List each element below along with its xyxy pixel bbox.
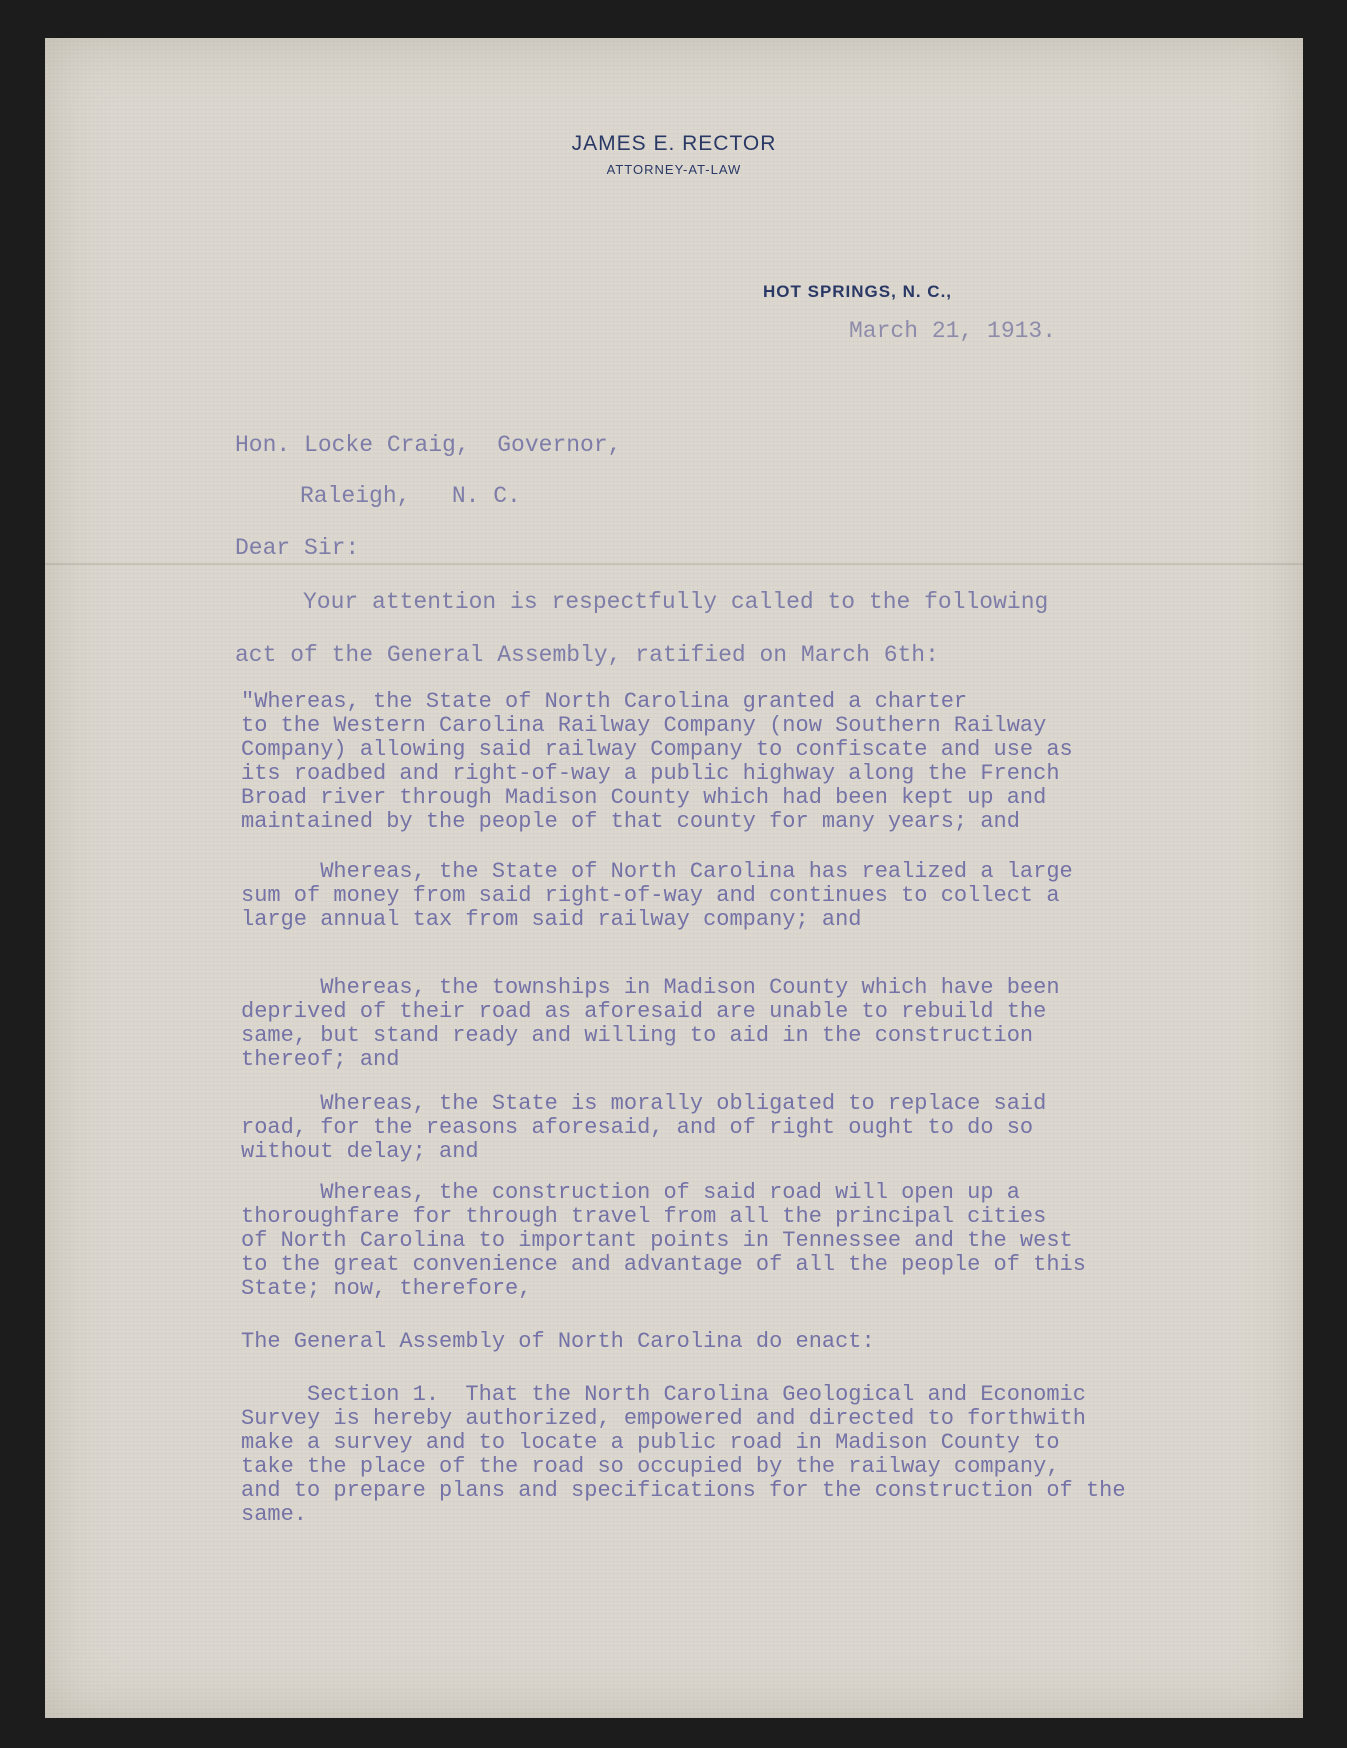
text-line: large annual tax from said railway company; and bbox=[241, 907, 862, 932]
enacting-clause bbox=[241, 1330, 875, 1354]
text-line: same, but stand ready and willing to aid in the construction bbox=[241, 1023, 1034, 1048]
text-line: "Whereas, the State of North Carolina granted a charter bbox=[241, 689, 968, 714]
text-line: Whereas, the construction of said road will open up a bbox=[241, 1180, 1020, 1205]
paper-fold-line bbox=[45, 563, 1303, 565]
act-paragraph-2 bbox=[241, 860, 1073, 932]
text-line: thereof; and bbox=[241, 1047, 400, 1072]
text-line: Survey is hereby authorized, empowered and directed to forthwith bbox=[241, 1406, 1086, 1431]
text-line: deprived of their road as aforesaid are unable to rebuild the bbox=[241, 999, 1047, 1024]
act-paragraph-5 bbox=[241, 1181, 1086, 1301]
text-line: Section 1. That the North Carolina Geological and Economic bbox=[241, 1382, 1086, 1407]
text-line: State; now, therefore, bbox=[241, 1276, 532, 1301]
text-line: Whereas, the townships in Madison County which have been bbox=[241, 975, 1060, 1000]
act-paragraph-3 bbox=[241, 976, 1060, 1072]
text-line: and to prepare plans and specifications for the construction of the bbox=[241, 1478, 1126, 1503]
recipient-line-2: Raleigh, N. C. bbox=[300, 483, 521, 509]
act-paragraph-4 bbox=[241, 1092, 1046, 1164]
letterhead-name: JAMES E. RECTOR bbox=[571, 132, 777, 155]
letter-date: March 21, 1913. bbox=[849, 318, 1057, 344]
text-line: to the Western Carolina Railway Company (now Southern Railway bbox=[241, 713, 1047, 738]
letterhead-place: HOT SPRINGS, N. C., bbox=[763, 282, 953, 301]
text-line: same. bbox=[241, 1502, 308, 1527]
act-section-1 bbox=[241, 1383, 1126, 1527]
salutation: Dear Sir: bbox=[235, 535, 360, 561]
intro-line-1: Your attention is respectfully called to the following bbox=[303, 589, 1049, 615]
text-line: The General Assembly of North Carolina do enact: bbox=[241, 1329, 875, 1354]
intro-line-2: act of the General Assembly, ratified on March 6th: bbox=[235, 642, 939, 668]
text-line: thoroughfare for through travel from all the principal cities bbox=[241, 1204, 1047, 1229]
text-line: without delay; and bbox=[241, 1139, 479, 1164]
text-line: Broad river through Madison County which had been kept up and bbox=[241, 785, 1047, 810]
text-line: road, for the reasons aforesaid, and of right ought to do so bbox=[241, 1115, 1034, 1140]
text-line: take the place of the road so occupied by the railway company, bbox=[241, 1454, 1060, 1479]
letterhead-title: ATTORNEY-AT-LAW bbox=[606, 162, 742, 177]
text-line: maintained by the people of that county for many years; and bbox=[241, 809, 1020, 834]
recipient-line-1: Hon. Locke Craig, Governor, bbox=[235, 432, 622, 458]
act-paragraph-1 bbox=[241, 690, 1073, 834]
text-line: of North Carolina to important points in Tennessee and the west bbox=[241, 1228, 1073, 1253]
text-line: Whereas, the State of North Carolina has realized a large bbox=[241, 859, 1073, 884]
text-line: Whereas, the State is morally obligated to replace said bbox=[241, 1091, 1047, 1116]
text-line: Company) allowing said railway Company to confiscate and use as bbox=[241, 737, 1073, 762]
letter-page bbox=[45, 38, 1303, 1718]
text-line: sum of money from said right-of-way and continues to collect a bbox=[241, 883, 1060, 908]
text-line: its roadbed and right-of-way a public highway along the French bbox=[241, 761, 1060, 786]
text-line: make a survey and to locate a public road in Madison County to bbox=[241, 1430, 1060, 1455]
text-line: to the great convenience and advantage of all the people of this bbox=[241, 1252, 1086, 1277]
